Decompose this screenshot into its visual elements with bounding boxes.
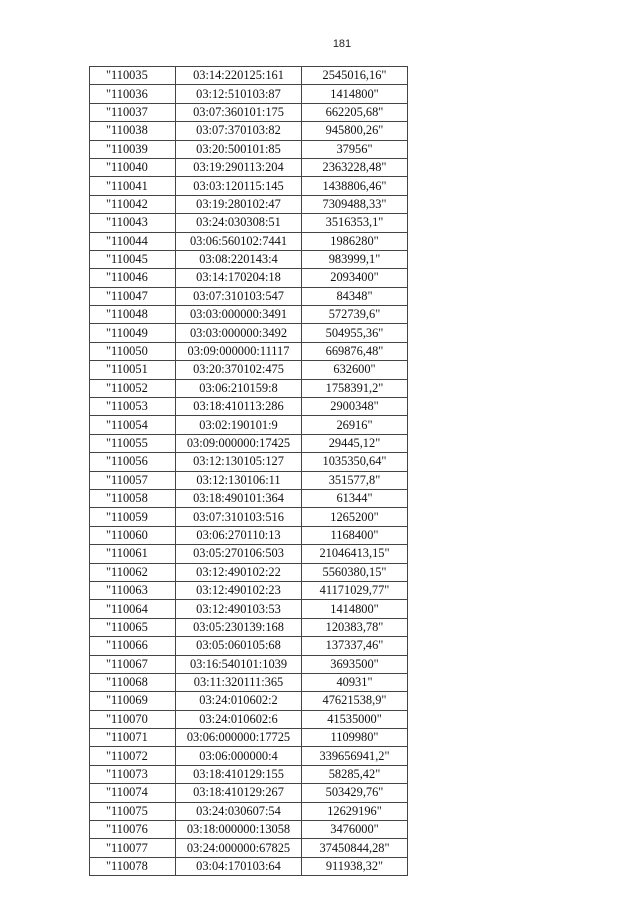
- value-cell: 37956": [302, 140, 408, 158]
- record-id-cell: "110071: [90, 729, 176, 747]
- cadastral-number-cell: 03:07:360101:175: [176, 103, 302, 121]
- table-row: [90, 765, 408, 783]
- table-row: [90, 673, 408, 691]
- value-cell: 1109980": [302, 729, 408, 747]
- record-id-cell: "110068: [90, 673, 176, 691]
- table-row: [90, 250, 408, 268]
- table-row: [90, 784, 408, 802]
- value-cell: 572739,6": [302, 306, 408, 324]
- cadastral-number-cell: 03:24:030308:51: [176, 214, 302, 232]
- cadastral-number-cell: 03:16:540101:1039: [176, 655, 302, 673]
- table-row: [90, 306, 408, 324]
- record-id-cell: "110052: [90, 379, 176, 397]
- data-table: [89, 66, 408, 876]
- cadastral-number-cell: 03:06:270110:13: [176, 526, 302, 544]
- cadastral-number-cell: 03:24:030607:54: [176, 802, 302, 820]
- record-id-cell: "110037: [90, 103, 176, 121]
- value-cell: 2363228,48": [302, 158, 408, 176]
- table-row: [90, 471, 408, 489]
- value-cell: 2900348": [302, 398, 408, 416]
- value-cell: 2545016,16": [302, 67, 408, 85]
- record-id-cell: "110077: [90, 839, 176, 857]
- record-id-cell: "110070: [90, 710, 176, 728]
- table-row: [90, 416, 408, 434]
- cadastral-number-cell: 03:18:410129:267: [176, 784, 302, 802]
- table-row: [90, 489, 408, 507]
- record-id-cell: "110076: [90, 821, 176, 839]
- value-cell: 945800,26": [302, 122, 408, 140]
- cadastral-number-cell: 03:07:310103:547: [176, 287, 302, 305]
- record-id-cell: "110046: [90, 269, 176, 287]
- value-cell: 120383,78": [302, 618, 408, 636]
- table-row: [90, 545, 408, 563]
- record-id-cell: "110072: [90, 747, 176, 765]
- table-row: [90, 526, 408, 544]
- record-id-cell: "110066: [90, 637, 176, 655]
- table-row: [90, 839, 408, 857]
- record-id-cell: "110050: [90, 342, 176, 360]
- record-id-cell: "110074: [90, 784, 176, 802]
- table-row: [90, 453, 408, 471]
- cadastral-number-cell: 03:12:130106:11: [176, 471, 302, 489]
- table-row: [90, 103, 408, 121]
- cadastral-number-cell: 03:03:000000:3491: [176, 306, 302, 324]
- cadastral-number-cell: 03:07:370103:82: [176, 122, 302, 140]
- value-cell: 7309488,33": [302, 195, 408, 213]
- cadastral-number-cell: 03:18:490101:364: [176, 489, 302, 507]
- cadastral-number-cell: 03:02:190101:9: [176, 416, 302, 434]
- page-number: 181: [332, 38, 352, 50]
- table-row: [90, 600, 408, 618]
- table-row: [90, 729, 408, 747]
- cadastral-number-cell: 03:14:170204:18: [176, 269, 302, 287]
- table-row: [90, 710, 408, 728]
- cadastral-number-cell: 03:19:290113:204: [176, 158, 302, 176]
- table-row: [90, 434, 408, 452]
- table-row: [90, 122, 408, 140]
- table-row: [90, 508, 408, 526]
- cadastral-number-cell: 03:19:280102:47: [176, 195, 302, 213]
- table-row: [90, 67, 408, 85]
- value-cell: 504955,36": [302, 324, 408, 342]
- record-id-cell: "110059: [90, 508, 176, 526]
- cadastral-number-cell: 03:07:310103:516: [176, 508, 302, 526]
- value-cell: 58285,42": [302, 765, 408, 783]
- table-row: [90, 618, 408, 636]
- cadastral-number-cell: 03:20:500101:85: [176, 140, 302, 158]
- value-cell: 26916": [302, 416, 408, 434]
- value-cell: 29445,12": [302, 434, 408, 452]
- value-cell: 41535000": [302, 710, 408, 728]
- cadastral-number-cell: 03:08:220143:4: [176, 250, 302, 268]
- cadastral-number-cell: 03:18:000000:13058: [176, 821, 302, 839]
- value-cell: 3693500": [302, 655, 408, 673]
- cadastral-number-cell: 03:20:370102:475: [176, 361, 302, 379]
- table-row: [90, 158, 408, 176]
- cadastral-number-cell: 03:12:130105:127: [176, 453, 302, 471]
- table-row: [90, 637, 408, 655]
- value-cell: 137337,46": [302, 637, 408, 655]
- cadastral-number-cell: 03:24:000000:67825: [176, 839, 302, 857]
- cadastral-number-cell: 03:06:000000:17725: [176, 729, 302, 747]
- cadastral-number-cell: 03:11:320111:365: [176, 673, 302, 691]
- record-id-cell: "110060: [90, 526, 176, 544]
- cadastral-number-cell: 03:04:170103:64: [176, 857, 302, 875]
- table-row: [90, 655, 408, 673]
- value-cell: 1035350,64": [302, 453, 408, 471]
- table-row: [90, 85, 408, 103]
- record-id-cell: "110042: [90, 195, 176, 213]
- cadastral-number-cell: 03:18:410129:155: [176, 765, 302, 783]
- table-row: [90, 857, 408, 875]
- table-row: [90, 342, 408, 360]
- table-body: [90, 67, 408, 876]
- record-id-cell: "110078: [90, 857, 176, 875]
- table-row: [90, 287, 408, 305]
- table-row: [90, 269, 408, 287]
- record-id-cell: "110045: [90, 250, 176, 268]
- value-cell: 1986280": [302, 232, 408, 250]
- table-row: [90, 195, 408, 213]
- table-row: [90, 232, 408, 250]
- value-cell: 41171029,77": [302, 581, 408, 599]
- table-row: [90, 692, 408, 710]
- value-cell: 339656941,2": [302, 747, 408, 765]
- table-row: [90, 563, 408, 581]
- record-id-cell: "110055: [90, 434, 176, 452]
- record-id-cell: "110048: [90, 306, 176, 324]
- value-cell: 503429,76": [302, 784, 408, 802]
- cadastral-number-cell: 03:24:010602:6: [176, 710, 302, 728]
- cadastral-number-cell: 03:12:490103:53: [176, 600, 302, 618]
- record-id-cell: "110036: [90, 85, 176, 103]
- cadastral-number-cell: 03:18:410113:286: [176, 398, 302, 416]
- value-cell: 47621538,9": [302, 692, 408, 710]
- cadastral-number-cell: 03:03:000000:3492: [176, 324, 302, 342]
- record-id-cell: "110063: [90, 581, 176, 599]
- cadastral-number-cell: 03:24:010602:2: [176, 692, 302, 710]
- cadastral-number-cell: 03:12:490102:22: [176, 563, 302, 581]
- cadastral-number-cell: 03:06:210159:8: [176, 379, 302, 397]
- table-row: [90, 214, 408, 232]
- record-id-cell: "110038: [90, 122, 176, 140]
- table-row: [90, 379, 408, 397]
- value-cell: 983999,1": [302, 250, 408, 268]
- value-cell: 351577,8": [302, 471, 408, 489]
- record-id-cell: "110039: [90, 140, 176, 158]
- cadastral-number-cell: 03:03:120115:145: [176, 177, 302, 195]
- cadastral-number-cell: 03:09:000000:11117: [176, 342, 302, 360]
- record-id-cell: "110041: [90, 177, 176, 195]
- value-cell: 84348": [302, 287, 408, 305]
- record-id-cell: "110043: [90, 214, 176, 232]
- value-cell: 1414800": [302, 85, 408, 103]
- record-id-cell: "110056: [90, 453, 176, 471]
- value-cell: 12629196": [302, 802, 408, 820]
- value-cell: 1265200": [302, 508, 408, 526]
- table-row: [90, 361, 408, 379]
- record-id-cell: "110075: [90, 802, 176, 820]
- table-row: [90, 802, 408, 820]
- value-cell: 1414800": [302, 600, 408, 618]
- record-id-cell: "110061: [90, 545, 176, 563]
- table-row: [90, 177, 408, 195]
- table-row: [90, 821, 408, 839]
- table-row: [90, 398, 408, 416]
- value-cell: 911938,32": [302, 857, 408, 875]
- value-cell: 5560380,15": [302, 563, 408, 581]
- cadastral-number-cell: 03:06:560102:7441: [176, 232, 302, 250]
- record-id-cell: "110040: [90, 158, 176, 176]
- value-cell: 1168400": [302, 526, 408, 544]
- cadastral-number-cell: 03:05:230139:168: [176, 618, 302, 636]
- record-id-cell: "110062: [90, 563, 176, 581]
- record-id-cell: "110044: [90, 232, 176, 250]
- record-id-cell: "110069: [90, 692, 176, 710]
- record-id-cell: "110067: [90, 655, 176, 673]
- value-cell: 669876,48": [302, 342, 408, 360]
- value-cell: 2093400": [302, 269, 408, 287]
- record-id-cell: "110051: [90, 361, 176, 379]
- record-id-cell: "110047: [90, 287, 176, 305]
- record-id-cell: "110058: [90, 489, 176, 507]
- record-id-cell: "110053: [90, 398, 176, 416]
- cadastral-number-cell: 03:12:490102:23: [176, 581, 302, 599]
- table-row: [90, 324, 408, 342]
- value-cell: 21046413,15": [302, 545, 408, 563]
- cadastral-number-cell: 03:06:000000:4: [176, 747, 302, 765]
- table-row: [90, 140, 408, 158]
- record-id-cell: "110049: [90, 324, 176, 342]
- record-id-cell: "110064: [90, 600, 176, 618]
- cadastral-number-cell: 03:05:060105:68: [176, 637, 302, 655]
- record-id-cell: "110035: [90, 67, 176, 85]
- value-cell: 3516353,1": [302, 214, 408, 232]
- table-row: [90, 747, 408, 765]
- value-cell: 632600": [302, 361, 408, 379]
- cadastral-number-cell: 03:14:220125:161: [176, 67, 302, 85]
- value-cell: 662205,68": [302, 103, 408, 121]
- value-cell: 1758391,2": [302, 379, 408, 397]
- record-id-cell: "110073: [90, 765, 176, 783]
- value-cell: 1438806,46": [302, 177, 408, 195]
- cadastral-number-cell: 03:12:510103:87: [176, 85, 302, 103]
- value-cell: 61344": [302, 489, 408, 507]
- cadastral-number-cell: 03:09:000000:17425: [176, 434, 302, 452]
- record-id-cell: "110054: [90, 416, 176, 434]
- record-id-cell: "110057: [90, 471, 176, 489]
- table-row: [90, 581, 408, 599]
- record-id-cell: "110065: [90, 618, 176, 636]
- value-cell: 37450844,28": [302, 839, 408, 857]
- cadastral-number-cell: 03:05:270106:503: [176, 545, 302, 563]
- value-cell: 3476000": [302, 821, 408, 839]
- value-cell: 40931": [302, 673, 408, 691]
